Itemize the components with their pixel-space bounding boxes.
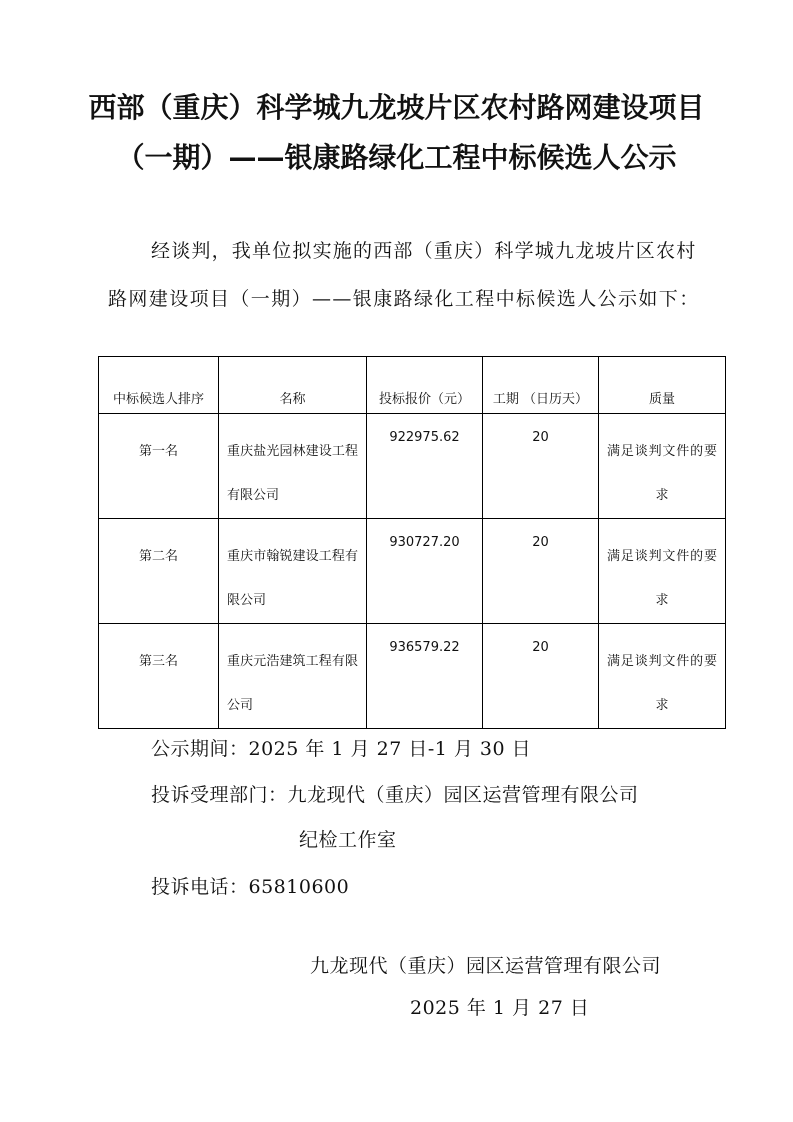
table-row: [99, 624, 726, 729]
row-price: 922975.62: [389, 430, 460, 445]
candidate-table: [98, 356, 726, 729]
row-days: 20: [532, 430, 549, 445]
row-name: 重庆盐光园林建设工程有限公司: [227, 444, 358, 503]
intro-line-2: 路网建设项目（一期）——银康路绿化工程中标候选人公示如下：: [108, 288, 700, 310]
row-rank: 第一名: [138, 444, 178, 459]
signature-organization: 九龙现代（重庆）园区运营管理有限公司: [310, 955, 662, 977]
row-rank: 第三名: [138, 654, 178, 669]
header-price: 投标报价（元）: [367, 357, 483, 414]
header-quality: 质量: [599, 357, 726, 414]
intro-line-1: 经谈判，我单位拟实施的西部（重庆）科学城九龙坡片区农村: [151, 240, 697, 262]
table-row: [99, 414, 726, 519]
row-price: 930727.20: [389, 535, 460, 550]
row-quality: 满足谈判文件的要求: [607, 444, 717, 503]
row-quality: 满足谈判文件的要求: [607, 654, 717, 713]
signature-date: 2025 年 1 月 27 日: [410, 997, 590, 1019]
header-duration: 工期 （日历天）: [483, 357, 599, 414]
table-row: [99, 519, 726, 624]
document-title-line-2: （一期）——银康路绿化工程中标候选人公示: [116, 141, 677, 174]
complaint-department: 投诉受理部门：九龙现代（重庆）园区运营管理有限公司: [151, 784, 639, 806]
complaint-phone: 投诉电话：65810600: [151, 876, 350, 898]
row-price: 936579.22: [389, 640, 460, 655]
row-rank: 第二名: [138, 549, 178, 564]
row-name: 重庆市翰锐建设工程有限公司: [227, 549, 358, 608]
complaint-department-continued: 纪检工作室: [299, 829, 397, 851]
row-days: 20: [532, 535, 549, 550]
table-header-row: [99, 357, 726, 414]
row-name: 重庆元浩建筑工程有限公司: [227, 654, 358, 713]
publicity-period: 公示期间：2025 年 1 月 27 日-1 月 30 日: [151, 738, 532, 760]
header-name: 名称: [219, 357, 367, 414]
document-title-line-1: 西部（重庆）科学城九龙坡片区农村路网建设项目: [88, 91, 705, 124]
header-rank: 中标候选人排序: [99, 357, 219, 414]
row-quality: 满足谈判文件的要求: [607, 549, 717, 608]
row-days: 20: [532, 640, 549, 655]
